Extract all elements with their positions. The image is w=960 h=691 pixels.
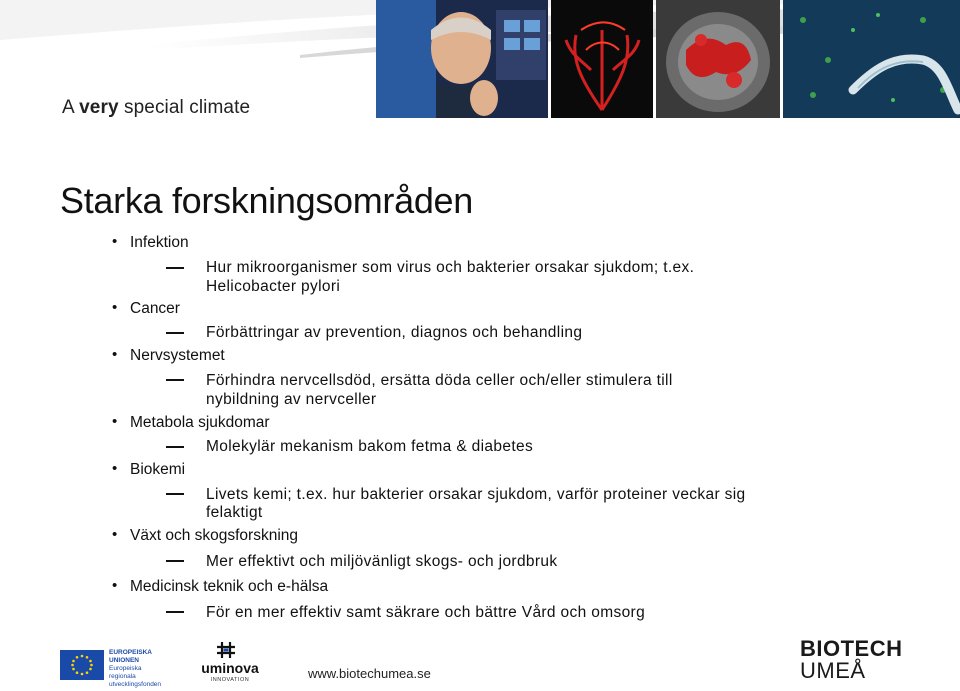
bullet-metabola: • Metabola sjukdomar xyxy=(130,414,270,432)
dash-icon xyxy=(166,611,184,613)
bullet-biokemi: • Biokemi xyxy=(130,461,185,479)
sub-item: Förbättringar av prevention, diagnos och behandling xyxy=(206,324,583,341)
dash-icon xyxy=(166,379,184,381)
scientist-photo xyxy=(376,0,548,118)
dash-icon xyxy=(166,332,184,334)
sub-item-continued: Helicobacter pylori xyxy=(206,278,341,295)
dash-icon xyxy=(166,446,184,448)
eu-flag-icon xyxy=(60,650,104,680)
bullet-vaxt: • Växt och skogsforskning xyxy=(130,527,298,545)
tagline: A very special climate xyxy=(62,97,251,118)
sub-item: Mer effektivt och miljövänligt skogs- och jordbruk xyxy=(206,553,558,570)
bullet-infektion: • Infektion xyxy=(130,234,189,252)
dash-icon xyxy=(166,267,184,269)
website-url[interactable]: www.biotechumea.se xyxy=(308,666,431,681)
sub-item-continued: nybildning av nervceller xyxy=(206,391,377,408)
uminova-logo: uminova INNOVATION xyxy=(195,640,265,686)
sub-item: Förhindra nervcellsdöd, ersätta döda celler och/eller stimulera till xyxy=(206,372,673,389)
sub-item: För en mer effektiv samt säkrare och bättre Vård och omsorg xyxy=(206,604,646,621)
eu-logo-text: EUROPEISKA UNIONEN Europeiska regionala utvecklingsfonden xyxy=(109,649,162,688)
sub-item: Livets kemi; t.ex. hur bakterier orsakar sjukdom, varför proteiner veckar sig xyxy=(206,486,746,503)
brain-scan-photo xyxy=(656,0,780,118)
slide-title: Starka forskningsområden xyxy=(60,180,474,221)
brain-vessels-photo xyxy=(551,0,653,118)
dash-icon xyxy=(166,560,184,562)
sub-item: Hur mikroorganismer som virus och bakterier orsakar sjukdom; t.ex. xyxy=(206,259,695,276)
dash-icon xyxy=(166,493,184,495)
sub-item: Molekylär mekanism bakom fetma & diabetes xyxy=(206,438,534,455)
bullet-nervsystemet: • Nervsystemet xyxy=(130,347,225,365)
sub-item-continued: felaktigt xyxy=(206,504,263,521)
bullet-medicinsk: • Medicinsk teknik och e-hälsa xyxy=(130,578,328,596)
bacteria-photo xyxy=(783,0,960,118)
bullet-cancer: • Cancer xyxy=(130,300,180,318)
biotech-umea-logo: BIOTECH UMEÅ xyxy=(800,636,903,683)
